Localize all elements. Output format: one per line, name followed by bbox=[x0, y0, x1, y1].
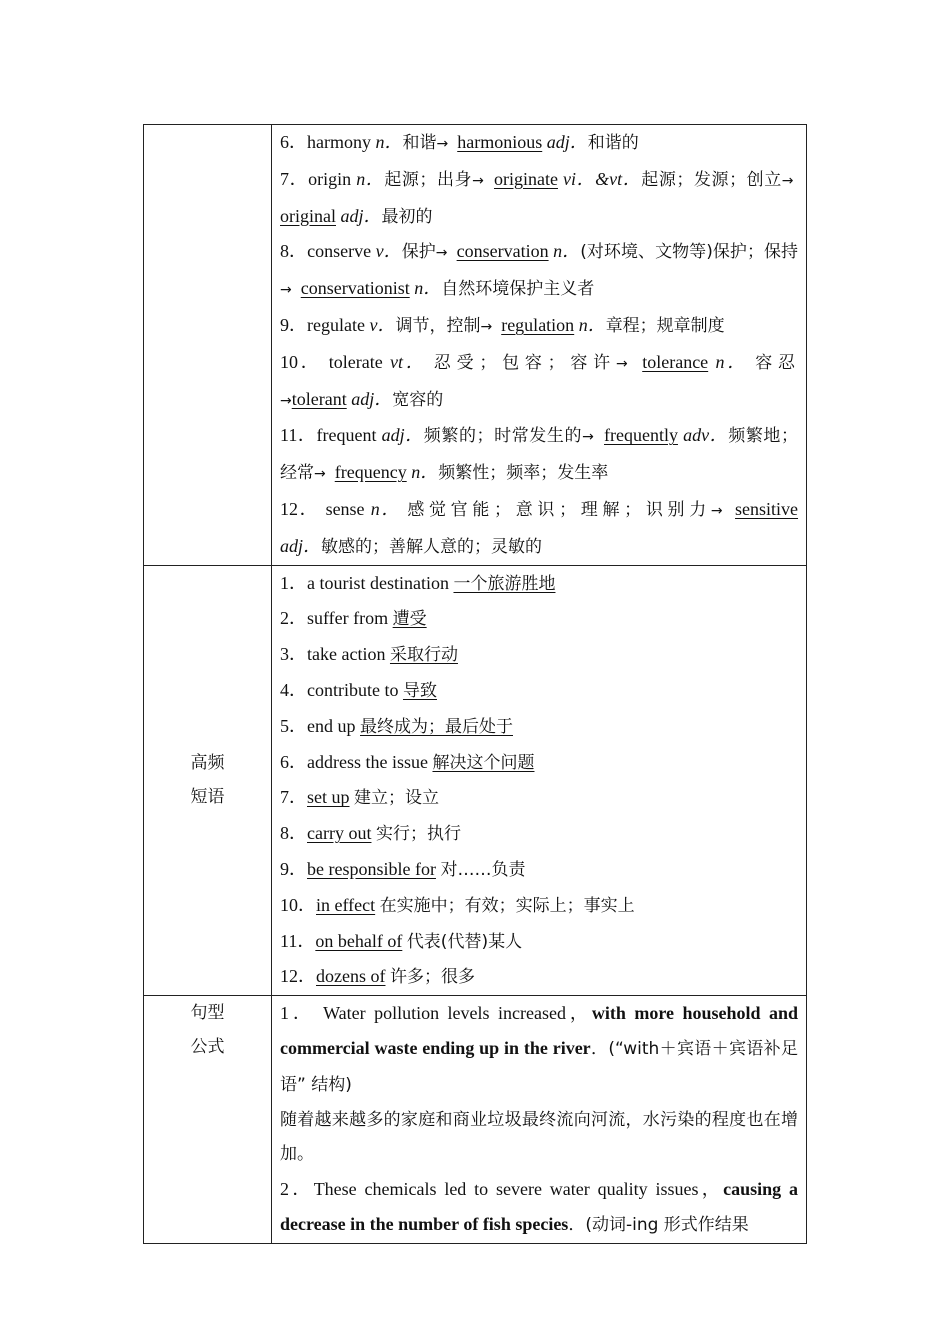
sentence-translation: 随着越来越多的家庭和商业垃圾最终流向河流，水污染的程度也在增加。 bbox=[280, 1109, 798, 1165]
table-row-phrases bbox=[144, 565, 807, 996]
list-item: 3．take action 采取行动 bbox=[280, 644, 458, 666]
arrow-icon: → bbox=[480, 318, 493, 335]
answer-blank: tolerance bbox=[642, 351, 709, 372]
answer-blank: regulation bbox=[501, 314, 575, 335]
arrow-icon: → bbox=[472, 172, 484, 189]
arrow-icon: → bbox=[582, 429, 594, 446]
arrow-icon: → bbox=[435, 245, 448, 262]
answer-blank: sensitive bbox=[735, 498, 799, 519]
answer-blank: set up bbox=[307, 787, 350, 808]
answer-blank: be responsible for bbox=[307, 858, 436, 879]
answer-blank: dozens of bbox=[316, 966, 386, 987]
arrow-icon: → bbox=[781, 172, 794, 189]
list-item: 6．harmony n．和谐→ harmonious adj．和谐的 bbox=[280, 132, 639, 153]
list-item: 6．address the issue 解决这个问题 bbox=[280, 751, 535, 773]
answer-blank: carry out bbox=[307, 823, 372, 844]
word-list-cell bbox=[272, 125, 807, 566]
answer-blank: frequency bbox=[334, 462, 407, 483]
list-item: 8．carry out 实行；执行 bbox=[280, 823, 461, 845]
list-item: 12． sense n． 感觉官能；意识；理解；识别力→ sensitive adj．敏感的；善解人意的；灵敏的 bbox=[280, 498, 799, 557]
sentence-item: 1． Water pollution levels increased，with more household and commercial waste ending up in the river．(“with＋宾语＋宾语补足语” 结构) bbox=[280, 1003, 799, 1095]
list-item: 1．a tourist destination 一个旅游胜地 bbox=[280, 572, 556, 594]
section-label-words bbox=[144, 125, 272, 566]
list-item: 9．regulate v．调节，控制→ regulation n．章程；规章制度 bbox=[280, 314, 725, 336]
answer-blank: 导致 bbox=[402, 680, 437, 701]
list-item: 4．contribute to 导致 bbox=[280, 679, 437, 701]
arrow-icon: → bbox=[615, 355, 628, 372]
list-item: 10． tolerate vt． 忍受；包容；容许→ tolerance n． 容忍→tolerant adj．宽容的 bbox=[280, 351, 798, 410]
table-row-words bbox=[144, 125, 807, 566]
list-item: 2．suffer from 遭受 bbox=[280, 608, 427, 630]
list-item: 9．be responsible for 对……负责 bbox=[280, 858, 526, 880]
answer-blank: original bbox=[280, 205, 336, 226]
answer-blank: tolerant bbox=[291, 388, 347, 409]
list-item: 7．set up 建立；设立 bbox=[280, 787, 439, 809]
answer-blank: 采取行动 bbox=[389, 645, 458, 666]
list-item: 10．in effect 在实施中；有效；实际上；事实上 bbox=[280, 894, 635, 916]
list-item: 11．frequent adj．频繁的；时常发生的→ frequently adv．频繁地；经常→ frequency n．频繁性；频率；发生率 bbox=[280, 425, 799, 484]
answer-blank: in effect bbox=[316, 894, 376, 915]
phrase-list-cell bbox=[272, 565, 807, 996]
arrow-icon: → bbox=[280, 282, 292, 299]
answer-blank: frequently bbox=[604, 425, 678, 446]
vocabulary-table bbox=[143, 124, 807, 1244]
list-item: 8．conserve v．保护→ conservation n．(对环境、文物等)保护；保持→ conservationist n．自然环境保护主义者 bbox=[280, 241, 799, 300]
list-item: 5．end up 最终成为；最后处于 bbox=[280, 715, 513, 737]
section-label-sentences: 句型 公式 bbox=[144, 996, 272, 1244]
list-item: 12．dozens of 许多；很多 bbox=[280, 966, 475, 988]
answer-blank: harmonious bbox=[457, 132, 543, 152]
arrow-icon: → bbox=[436, 136, 449, 152]
table-row-sentences bbox=[144, 996, 807, 1244]
answer-blank: 最终成为；最后处于 bbox=[360, 716, 513, 737]
arrow-icon: → bbox=[710, 502, 723, 519]
sentence-item: 2．These chemicals led to severe water quality issues，causing a decrease in the number of fish species．(动词-ing 形式作结果 bbox=[280, 1179, 798, 1235]
answer-blank: conservation bbox=[456, 241, 549, 262]
answer-blank: 解决这个问题 bbox=[432, 752, 535, 773]
answer-blank: originate bbox=[493, 168, 558, 189]
arrow-icon: → bbox=[280, 392, 292, 409]
answer-blank: on behalf of bbox=[315, 930, 403, 951]
list-item: 7．origin n．起源；出身→ originate vi．&vt．起源；发源；创立→ original adj．最初的 bbox=[280, 168, 794, 227]
answer-blank: 一个旅游胜地 bbox=[453, 573, 556, 594]
list-item: 11．on behalf of 代表(代替)某人 bbox=[280, 930, 523, 952]
answer-blank: 遭受 bbox=[392, 609, 427, 630]
answer-blank: conservationist bbox=[300, 278, 410, 299]
sentence-list-cell bbox=[272, 996, 807, 1244]
arrow-icon: → bbox=[314, 466, 326, 483]
section-label-phrases: 高频 短语 bbox=[144, 565, 272, 996]
